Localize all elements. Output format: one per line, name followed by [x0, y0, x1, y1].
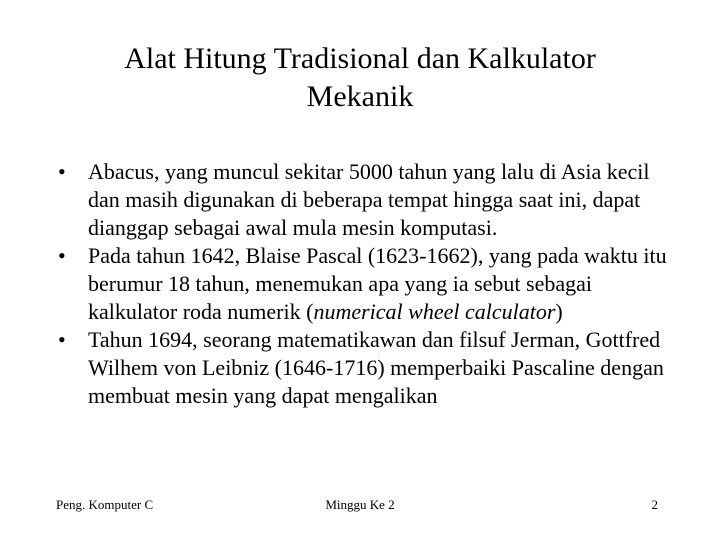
bullet-text-closing: ) — [555, 299, 563, 324]
title-line-2: Mekanik — [306, 80, 414, 113]
bullet-icon: • — [58, 159, 66, 184]
bullet-item-pascal — [56, 242, 676, 326]
footer-course: Peng. Komputer C — [56, 497, 154, 512]
bullet-item-leibniz — [56, 326, 676, 410]
footer-page-number: 2 — [651, 497, 658, 512]
slide-title — [60, 40, 660, 116]
bullet-text: Pada tahun 1642, Blaise Pascal (1623-1662), yang pada waktu itu berumur 18 tahun, menemukan apa yang ia sebut sebagai kalkulator roda numerik ( — [88, 243, 667, 324]
bullet-icon: • — [58, 327, 66, 352]
bullet-item-abacus — [56, 158, 676, 242]
bullet-italic-term: numerical wheel calculator — [313, 299, 556, 324]
footer-week: Minggu Ke 2 — [325, 497, 395, 512]
bullet-list — [56, 158, 676, 410]
bullet-icon: • — [58, 243, 66, 268]
title-line-1: Alat Hitung Tradisional dan Kalkulator — [124, 42, 596, 75]
bullet-text: Abacus, yang muncul sekitar 5000 tahun yang lalu di Asia kecil dan masih digunakan di beberapa tempat hingga saat ini, dapat dianggap sebagai awal mula mesin komputasi. — [88, 159, 650, 240]
bullet-text: Tahun 1694, seorang matematikawan dan filsuf Jerman, Gottfred Wilhem von Leibniz (1646-1716) memperbaiki Pascaline dengan membuat mesin yang dapat mengalikan — [88, 327, 664, 408]
